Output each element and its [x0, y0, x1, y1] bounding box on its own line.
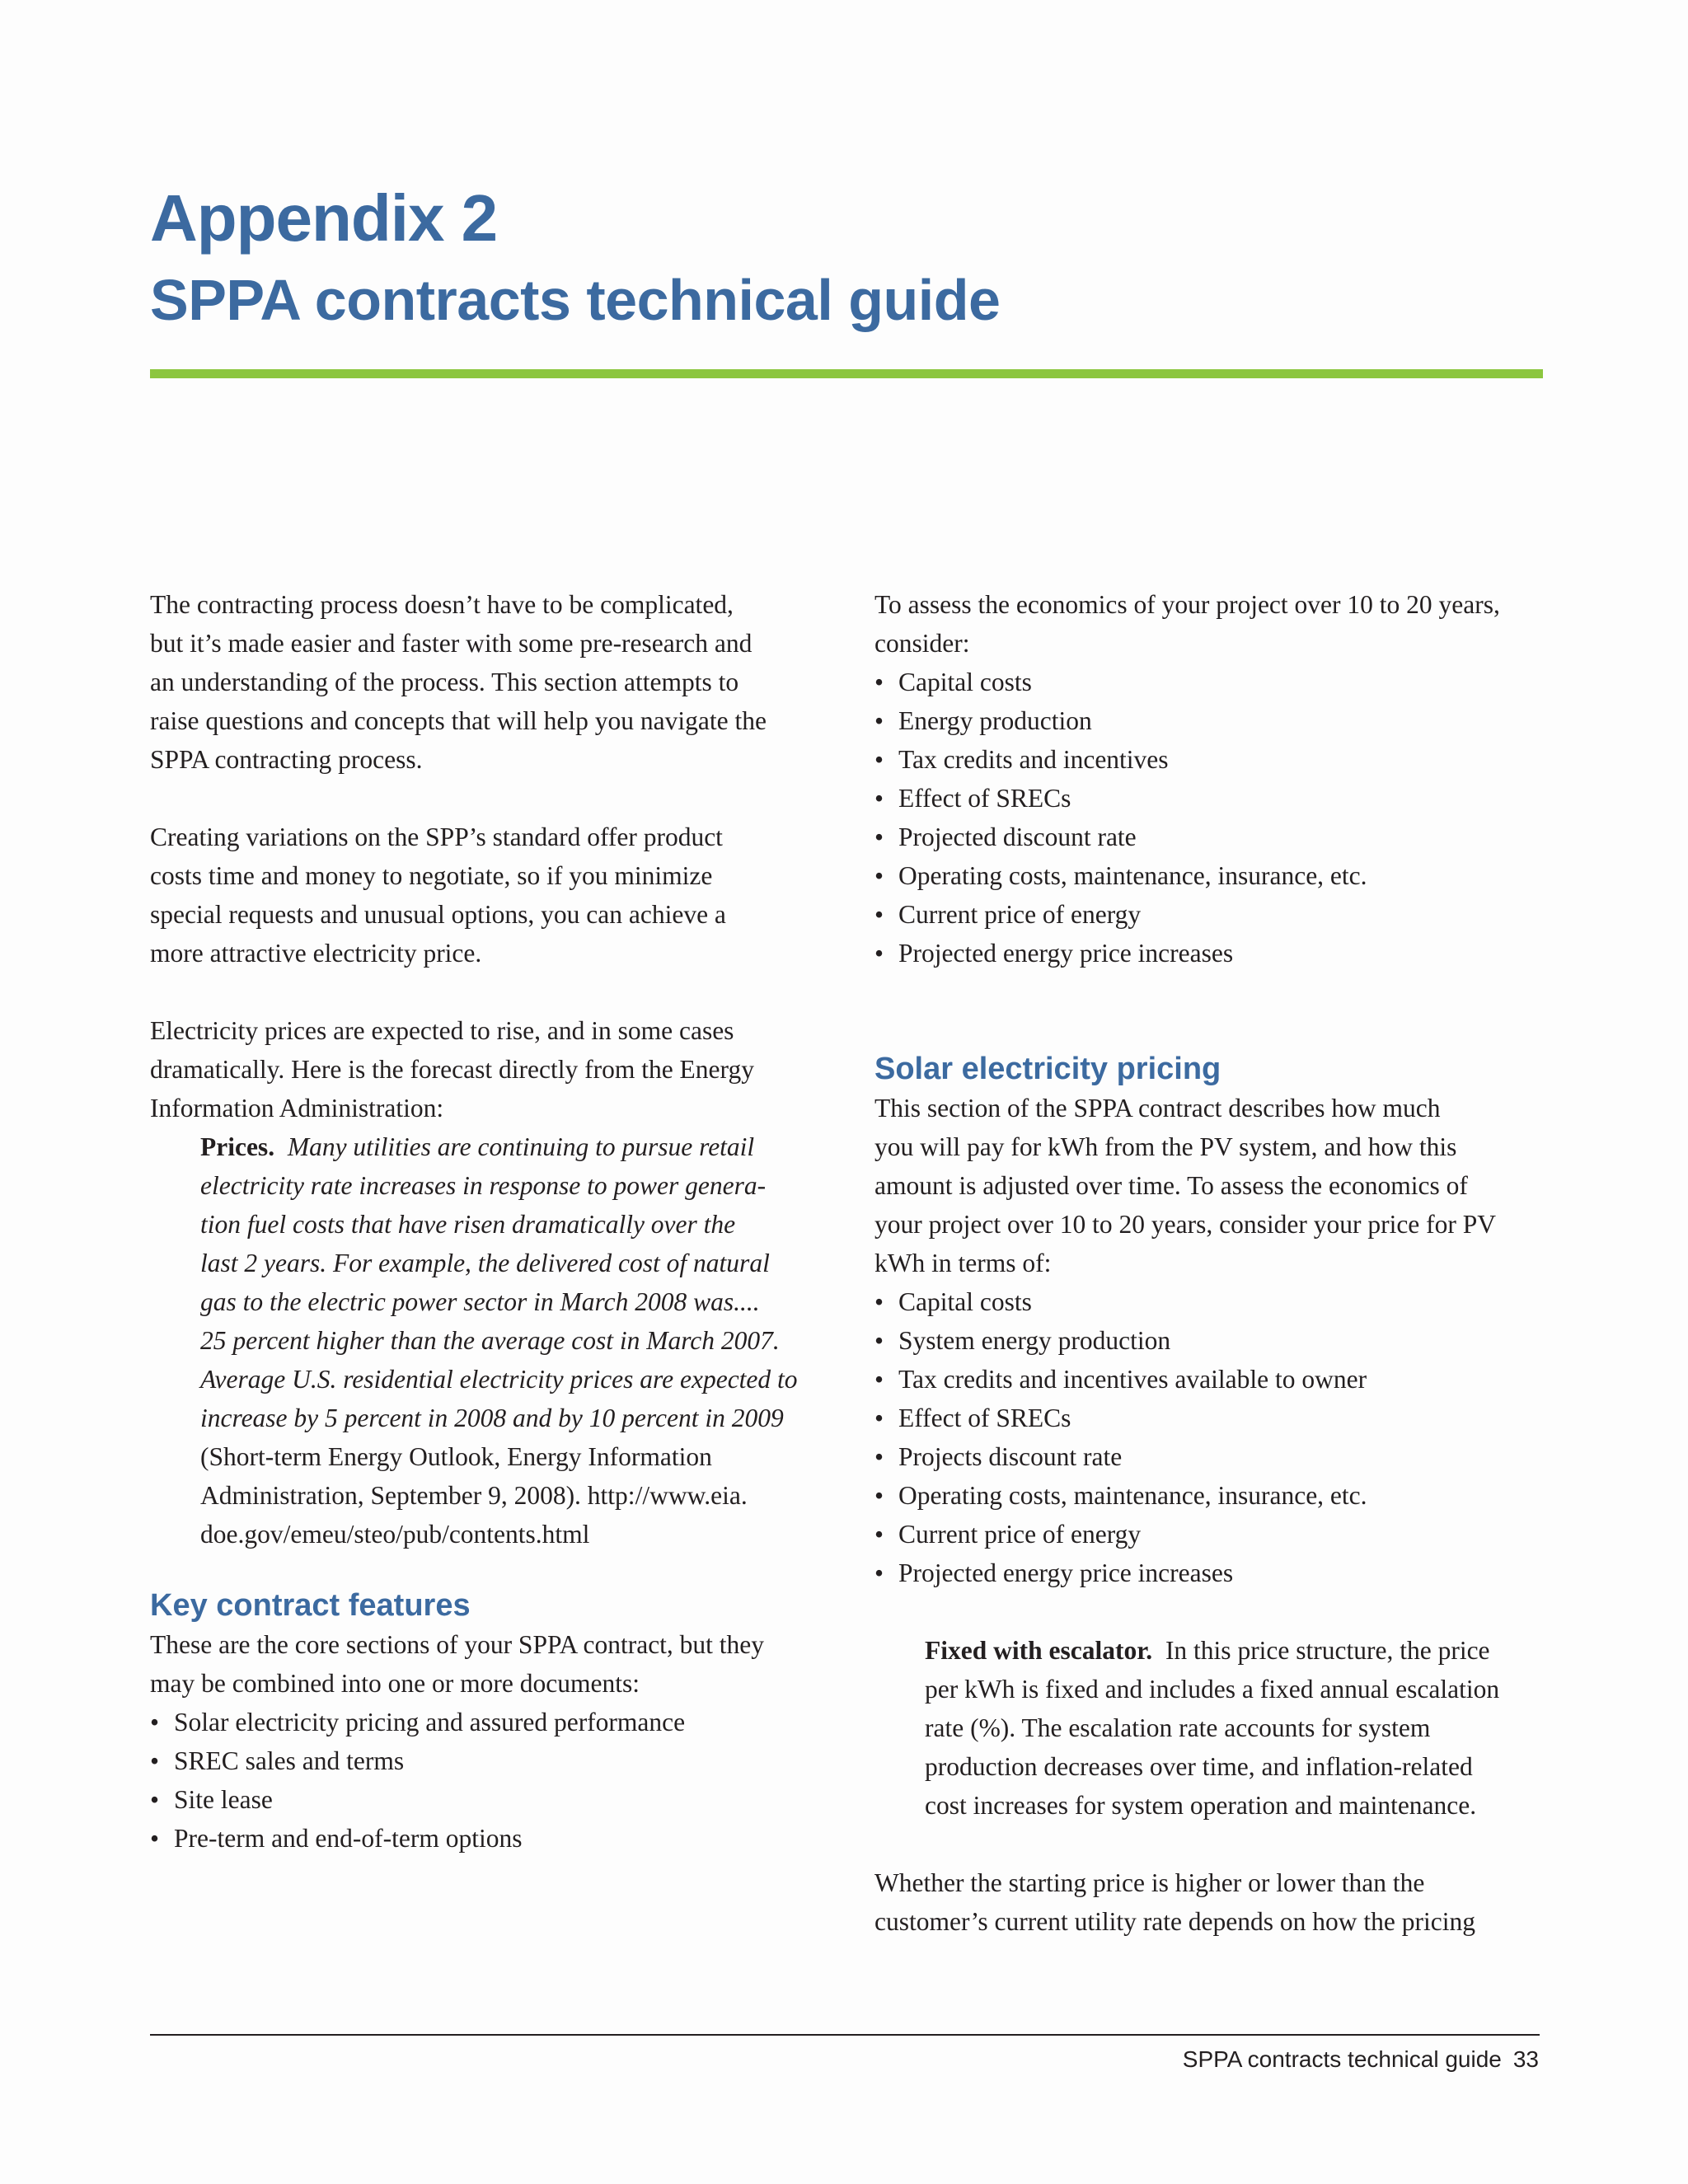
- key-features-heading: Key contract features: [150, 1588, 471, 1623]
- prices-paragraph: Electricity prices are expected to rise, and in some cases dramatically. Here is the forecast directly from the Energy Information Administration:: [150, 1016, 754, 1122]
- key-features-intro: These are the core sections of your SPPA contract, but they may be combined into one or more documents:: [150, 1630, 765, 1698]
- page-number: 33: [1512, 2046, 1539, 2072]
- list-item: • Tax credits and incentives: [874, 745, 1169, 774]
- list-item: • Effect of SRECs: [874, 1404, 1071, 1432]
- page-footer: [1183, 2043, 1539, 2076]
- list-item: • SREC sales and terms: [150, 1746, 405, 1775]
- page-subtitle: SPPA contracts technical guide: [150, 268, 1001, 332]
- right-column: [874, 585, 1559, 1941]
- eia-quote: Prices. Many utilities are continuing to pursue retail electricity rate increases in response to power genera- tion fuel costs that have risen dramatically over the last 2 years. For example, the delivered cost of natural gas to the electric power sector in March 2008 was.... 25 percent higher than the average cost in March 2007. Average U.S. residential electricity prices are expected to increase by 5 percent in 2008 and by 10 percent in 2009 (Short-term Energy Outlook, Energy Information Administration, September 9, 2008). http://www.eia. doe.gov/emeu/steo/pub/contents.html: [200, 1132, 798, 1549]
- list-item: • Projected energy price increases: [874, 1558, 1234, 1587]
- list-item: • Operating costs, maintenance, insurance, etc.: [874, 1481, 1367, 1510]
- left-column: [150, 585, 834, 1858]
- list-item: • Operating costs, maintenance, insurance, etc.: [874, 861, 1367, 890]
- escalator-paragraph: Fixed with escalator. In this price structure, the price per kWh is fixed and includes a fixed annual escalation rate (%). The escalation rate accounts for system production decreases over time, and inflation-related cost increases for system operation and maintenance.: [925, 1636, 1500, 1820]
- assess-paragraph: To assess the economics of your project over 10 to 20 years, consider:: [874, 590, 1500, 658]
- list-item: • Energy production: [874, 706, 1092, 735]
- pricing-intro: This section of the SPPA contract describes how much you will pay for kWh from the PV system, and how this amount is adjusted over time. To assess the economics of your project over 10 to 20 years, consider your price for PV kWh in terms of:: [874, 1094, 1497, 1277]
- list-item: • Tax credits and incentives available to owner: [874, 1365, 1367, 1394]
- escalator-lead: Fixed with escalator.: [925, 1636, 1153, 1665]
- key-features-list: [150, 1703, 834, 1858]
- list-item: • Projects discount rate: [874, 1442, 1123, 1471]
- list-item: • Current price of energy: [874, 900, 1142, 929]
- quote-source: (Short-term Energy Outlook, Energy Information: [200, 1442, 712, 1471]
- list-item: • Projected energy price increases: [874, 939, 1234, 968]
- list-item: • Effect of SRECs: [874, 784, 1071, 813]
- page-title: Appendix 2: [150, 181, 498, 255]
- list-item: • Projected discount rate: [874, 823, 1137, 851]
- assess-list: [874, 663, 1559, 972]
- running-title: SPPA contracts technical guide: [1182, 2046, 1502, 2072]
- intro-paragraph: The contracting process doesn’t have to be complicated, but it’s made easier and faster with some pre-research and an understanding of the process. This section attempts to raise questions and concepts that will help you navigate the SPPA contracting process.: [150, 590, 767, 774]
- list-item: • Solar electricity pricing and assured performance: [150, 1708, 686, 1736]
- variations-paragraph: Creating variations on the SPP’s standard offer product costs time and money to negotiate, so if you minimize special requests and unusual options, you can achieve a more attractive electricity price.: [150, 823, 726, 968]
- list-item: • System energy production: [874, 1326, 1171, 1355]
- list-item: • Capital costs: [874, 1287, 1032, 1316]
- pricing-list: [874, 1282, 1559, 1592]
- list-item: • Current price of energy: [874, 1520, 1142, 1549]
- list-item: • Site lease: [150, 1785, 273, 1814]
- quote-lead: Prices.: [200, 1132, 275, 1161]
- title-block: [150, 181, 1543, 332]
- pricing-heading: Solar electricity pricing: [874, 1052, 1221, 1086]
- list-item: • Pre-term and end-of-term options: [150, 1824, 523, 1853]
- footer-divider: [150, 2034, 1540, 2036]
- closing-paragraph: Whether the starting price is higher or lower than the customer’s current utility rate depends on how the pricing: [874, 1868, 1475, 1936]
- list-item: • Capital costs: [874, 668, 1032, 696]
- title-divider: [150, 369, 1543, 378]
